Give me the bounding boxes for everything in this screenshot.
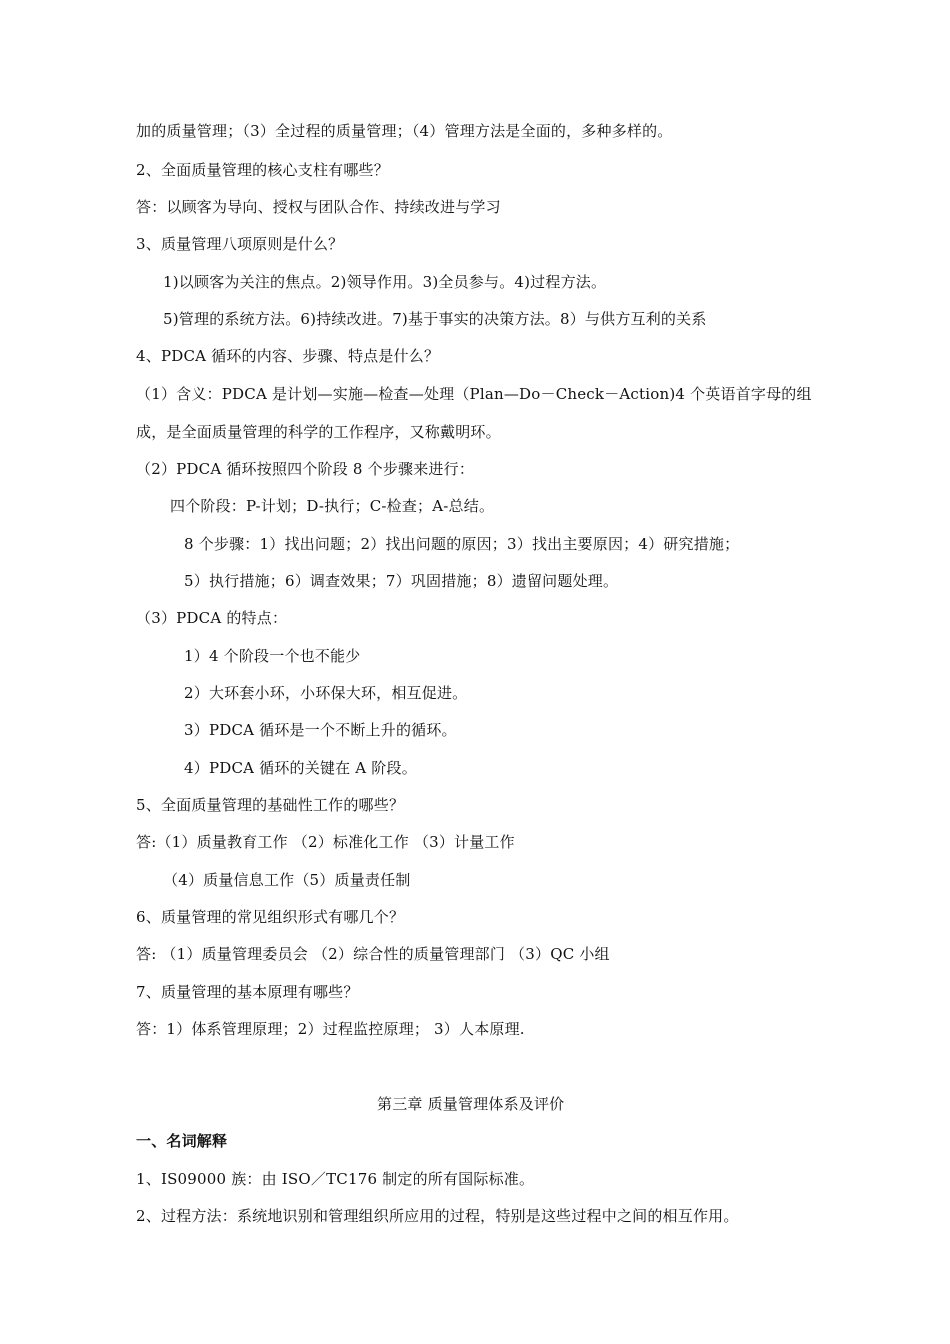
list-item: 8 个步骤：1）找出问题；2）找出问题的原因；3）找出主要原因；4）研究措施； bbox=[184, 535, 740, 553]
list-item: 四个阶段：P-计划；D-执行；C-检查；A-总结。 bbox=[170, 497, 495, 515]
question-heading: 6、质量管理的常见组织形式有哪几个？ bbox=[136, 908, 405, 926]
answer-line: 答：以顾客为导向、授权与团队合作、持续改进与学习 bbox=[136, 198, 501, 216]
list-item: 3）PDCA 循环是一个不断上升的循环。 bbox=[184, 721, 457, 739]
text-line: 加的质量管理；（3）全过程的质量管理；（4）管理方法是全面的，多种多样的。 bbox=[136, 122, 673, 140]
question-heading: 4、PDCA 循环的内容、步骤、特点是什么？ bbox=[136, 347, 440, 365]
answer-line: 答:（1）质量教育工作 （2）标准化工作 （3）计量工作 bbox=[136, 833, 515, 851]
question-heading: 5、全面质量管理的基础性工作的哪些？ bbox=[136, 796, 405, 814]
list-item: 2）大环套小环，小环保大环，相互促进。 bbox=[184, 684, 468, 702]
answer-line: （4）质量信息工作（5）质量责任制 bbox=[163, 871, 411, 889]
definition-line: 1、IS09000 族：由 ISO／TC176 制定的所有国际标准。 bbox=[136, 1170, 535, 1188]
text-line: （3）PDCA 的特点： bbox=[136, 609, 288, 627]
text-line: （2）PDCA 循环按照四个阶段 8 个步骤来进行： bbox=[136, 460, 475, 478]
chapter-title: 第三章 质量管理体系及评价 bbox=[377, 1095, 565, 1113]
list-item: 5）执行措施；6）调查效果；7）巩固措施；8）遗留问题处理。 bbox=[184, 572, 619, 590]
list-item: 4）PDCA 循环的关键在 A 阶段。 bbox=[184, 759, 417, 777]
list-item: 1）4 个阶段一个也不能少 bbox=[184, 647, 361, 665]
section-heading: 一、名词解释 bbox=[136, 1132, 228, 1150]
question-heading: 3、质量管理八项原则是什么？ bbox=[136, 235, 344, 253]
question-heading: 7、质量管理的基本原理有哪些？ bbox=[136, 983, 359, 1001]
question-heading: 2、全面质量管理的核心支柱有哪些？ bbox=[136, 161, 389, 179]
definition-line: 2、过程方法：系统地识别和管理组织所应用的过程，特别是这些过程中之间的相互作用。 bbox=[136, 1207, 739, 1225]
text-line: 成，是全面质量管理的科学的工作程序，又称戴明环。 bbox=[136, 423, 501, 441]
text-line: （1）含义：PDCA 是计划—实施—检查—处理（Plan—Do－Check－Action)4 个英语首字母的组 bbox=[136, 385, 812, 403]
list-item: 1)以顾客为关注的焦点。2)领导作用。3)全员参与。4)过程方法。 bbox=[163, 273, 607, 291]
list-item: 5)管理的系统方法。6)持续改进。7)基于事实的决策方法。8）与供方互利的关系 bbox=[163, 310, 707, 328]
answer-line: 答：1）体系管理原理；2）过程监控原理； 3）人本原理. bbox=[136, 1020, 525, 1038]
answer-line: 答: （1）质量管理委员会 （2）综合性的质量管理部门 （3）QC 小组 bbox=[136, 945, 610, 963]
